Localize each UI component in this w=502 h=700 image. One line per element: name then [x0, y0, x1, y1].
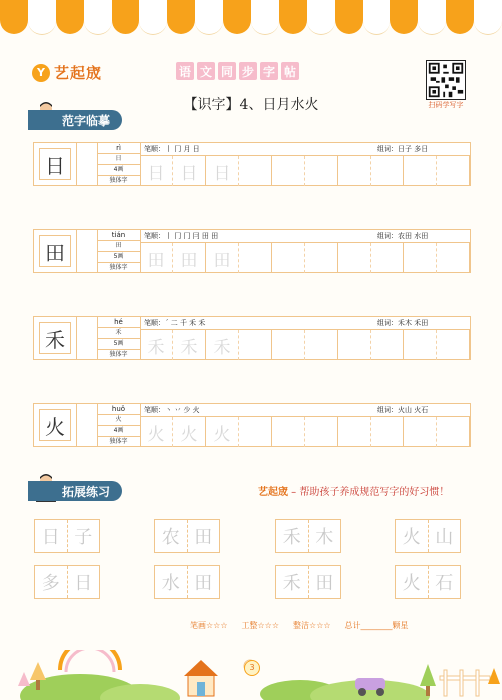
score-stroke[interactable]: 笔画☆☆☆	[190, 621, 228, 630]
blank-cell[interactable]	[437, 156, 470, 186]
trace-cell[interactable]: 田	[206, 243, 239, 273]
word-char: 日	[35, 520, 68, 552]
trace-cell[interactable]: 火	[140, 417, 173, 447]
blank-cell[interactable]	[437, 417, 470, 447]
stroke-count: 5画	[97, 339, 140, 350]
model-char-box	[34, 404, 77, 446]
tracing-grid[interactable]	[140, 242, 470, 273]
series-char: 字	[260, 62, 278, 80]
word-char: 水	[155, 566, 188, 598]
word-char: 石	[435, 573, 454, 594]
structure: 独体字	[109, 177, 128, 184]
model-char-box	[34, 230, 77, 272]
stroke-order: 笔顺：丨 冂 冂 冃 田 田	[144, 232, 219, 240]
word-box[interactable]	[154, 565, 220, 599]
brand-name: 艺起宬	[54, 64, 103, 82]
trace-cell[interactable]: 日	[173, 156, 206, 186]
char-info	[97, 317, 141, 359]
trace-cell[interactable]: 禾	[206, 330, 239, 360]
blank-cell[interactable]	[338, 417, 371, 447]
trace-cell[interactable]: 火	[206, 417, 239, 447]
score-bar	[190, 620, 409, 631]
pinyin: tián	[97, 230, 140, 241]
lesson-title: 【识字】4、日月水火	[183, 97, 319, 113]
score-total: 总计________颗星	[344, 621, 409, 630]
blank-cell[interactable]	[272, 417, 305, 447]
trace-cell[interactable]: 禾	[173, 330, 206, 360]
model-char: 日	[39, 148, 71, 180]
stroke-order: 笔顺：丶 丷 少 火	[144, 406, 200, 414]
tracing-grid[interactable]	[140, 416, 470, 447]
trace-cell[interactable]: 火	[173, 417, 206, 447]
blank-cell[interactable]	[338, 243, 371, 273]
pinyin: hé	[97, 317, 140, 328]
stroke-count: 4画	[97, 165, 140, 176]
blank-cell[interactable]	[404, 417, 437, 447]
practice-row	[33, 229, 471, 273]
blank-cell[interactable]	[404, 156, 437, 186]
series-title	[176, 62, 299, 80]
word-char: 农	[155, 520, 188, 552]
stroke-count: 4画	[97, 426, 140, 437]
blank-cell[interactable]	[239, 156, 272, 186]
score-clean[interactable]: 整洁☆☆☆	[293, 621, 331, 630]
practice-row	[33, 142, 471, 186]
section-label-model: 范字临摹	[28, 110, 122, 130]
word-box[interactable]	[154, 519, 220, 553]
blank-cell[interactable]	[305, 330, 338, 360]
word-box[interactable]	[395, 565, 461, 599]
word-examples: 组词：禾木 禾田	[377, 319, 429, 327]
char-info	[97, 404, 141, 446]
blank-cell[interactable]	[305, 417, 338, 447]
practice-row	[33, 316, 471, 360]
word-examples: 组词：日子 多日	[377, 145, 429, 153]
radical: 日	[97, 154, 140, 165]
model-char-box	[34, 143, 77, 185]
structure: 独体字	[109, 438, 128, 445]
blank-cell[interactable]	[239, 330, 272, 360]
model-char: 田	[39, 235, 71, 267]
tagline	[258, 483, 449, 498]
model-char: 禾	[39, 322, 71, 354]
top-awning	[0, 0, 502, 44]
word-examples: 组词：农田 水田	[377, 232, 429, 240]
model-char-box	[34, 317, 77, 359]
word-char: 田	[194, 527, 213, 548]
blank-cell[interactable]	[437, 243, 470, 273]
practice-row	[33, 403, 471, 447]
word-box[interactable]	[34, 519, 100, 553]
trace-cell[interactable]: 日	[206, 156, 239, 186]
blank-cell[interactable]	[371, 330, 404, 360]
word-char: 田	[194, 573, 213, 594]
word-char: 禾	[276, 566, 309, 598]
series-char: 帖	[281, 62, 299, 80]
char-info	[97, 143, 141, 185]
brand-icon: Y	[32, 64, 50, 82]
blank-cell[interactable]	[338, 156, 371, 186]
series-char: 步	[239, 62, 257, 80]
radical: 禾	[97, 328, 140, 339]
trace-cell[interactable]: 日	[140, 156, 173, 186]
word-char: 子	[74, 527, 93, 548]
model-char: 火	[39, 409, 71, 441]
blank-cell[interactable]	[437, 330, 470, 360]
word-char: 山	[435, 527, 454, 548]
blank-cell[interactable]	[239, 417, 272, 447]
trace-cell[interactable]: 禾	[140, 330, 173, 360]
word-char: 日	[74, 573, 93, 594]
tracing-grid[interactable]	[140, 329, 470, 360]
word-examples: 组词：火山 火石	[377, 406, 429, 414]
radical: 田	[97, 241, 140, 252]
blank-cell[interactable]	[404, 330, 437, 360]
blank-cell[interactable]	[338, 330, 371, 360]
section-label-extension: 拓展练习	[28, 481, 122, 501]
blank-cell[interactable]	[272, 330, 305, 360]
stroke-count: 5画	[97, 252, 140, 263]
stroke-order: 笔顺：ˊ 二 千 禾 禾	[144, 319, 206, 327]
series-char: 文	[197, 62, 215, 80]
word-box[interactable]	[34, 565, 100, 599]
blank-cell[interactable]	[404, 243, 437, 273]
blank-cell[interactable]	[305, 243, 338, 273]
structure: 独体字	[109, 351, 128, 358]
word-char: 田	[315, 573, 334, 594]
tagline-text: – 帮助孩子养成规范写字的好习惯！	[288, 487, 450, 498]
stroke-order: 笔顺：丨 冂 月 日	[144, 145, 200, 153]
blank-cell[interactable]	[272, 243, 305, 273]
score-neat[interactable]: 工整☆☆☆	[241, 621, 280, 630]
pinyin: huǒ	[97, 404, 140, 415]
blank-cell[interactable]	[371, 156, 404, 186]
blank-cell[interactable]	[239, 243, 272, 273]
brand-logo	[32, 62, 102, 83]
pinyin: rì	[97, 143, 140, 154]
page-number: 3	[244, 660, 260, 676]
trace-cell[interactable]: 田	[140, 243, 173, 273]
word-char: 禾	[276, 520, 309, 552]
word-char: 火	[396, 520, 429, 552]
word-char: 木	[315, 527, 334, 548]
blank-cell[interactable]	[272, 156, 305, 186]
tagline-brand: 艺起宬	[258, 487, 288, 498]
series-char: 同	[218, 62, 236, 80]
series-char: 语	[176, 62, 194, 80]
qr-label: 扫码学写字	[428, 101, 464, 109]
blank-cell[interactable]	[371, 417, 404, 447]
blank-cell[interactable]	[371, 243, 404, 273]
word-char: 火	[396, 566, 429, 598]
char-info	[97, 230, 141, 272]
word-box[interactable]	[395, 519, 461, 553]
word-box[interactable]	[275, 565, 341, 599]
trace-cell[interactable]: 田	[173, 243, 206, 273]
blank-cell[interactable]	[305, 156, 338, 186]
radical: 火	[97, 415, 140, 426]
word-box[interactable]	[275, 519, 341, 553]
word-char: 多	[35, 566, 68, 598]
tracing-grid[interactable]	[140, 155, 470, 186]
structure: 独体字	[109, 264, 128, 271]
